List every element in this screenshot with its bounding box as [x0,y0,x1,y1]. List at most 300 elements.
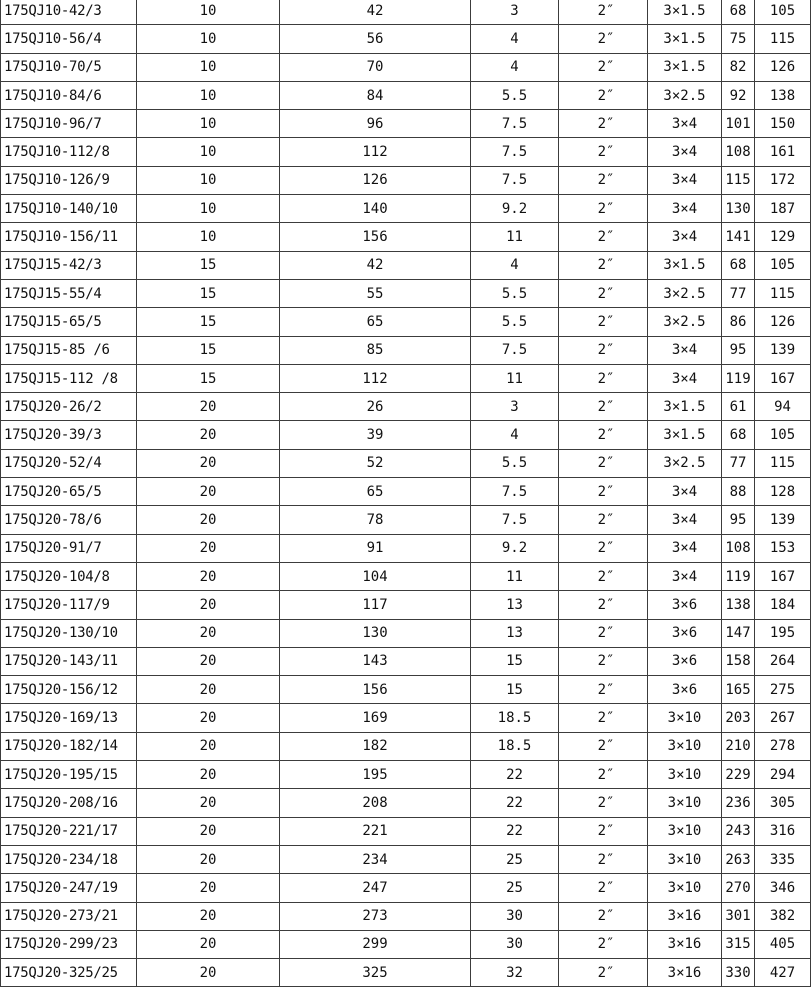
table-row [1,251,811,279]
table-row [1,393,811,421]
table-row [1,25,811,53]
model-cell: 175QJ20-247/19 [1,874,137,902]
weight-cell: 158 [722,647,755,675]
power-cell: 25 [471,845,559,873]
height-cell: 115 [755,279,811,307]
power-cell: 7.5 [471,506,559,534]
outlet-diameter-cell: 2″ [559,534,648,562]
table-row [1,874,811,902]
power-cell: 22 [471,761,559,789]
power-cell: 15 [471,647,559,675]
cable-cell: 3×4 [648,562,722,590]
height-cell: 382 [755,902,811,930]
power-cell: 7.5 [471,110,559,138]
outlet-diameter-cell: 2″ [559,0,648,25]
height-cell: 172 [755,166,811,194]
cable-cell: 3×1.5 [648,53,722,81]
cable-cell: 3×6 [648,647,722,675]
outlet-diameter-cell: 2″ [559,761,648,789]
head-cell: 52 [280,449,471,477]
model-cell: 175QJ10-126/9 [1,166,137,194]
cable-cell: 3×2.5 [648,279,722,307]
model-cell: 175QJ15-55/4 [1,279,137,307]
height-cell: 305 [755,789,811,817]
cable-cell: 3×6 [648,591,722,619]
table-row [1,53,811,81]
flow-cell: 20 [137,619,280,647]
height-cell: 139 [755,506,811,534]
weight-cell: 108 [722,534,755,562]
weight-cell: 203 [722,704,755,732]
table-row [1,421,811,449]
flow-cell: 20 [137,676,280,704]
cable-cell: 3×16 [648,959,722,987]
head-cell: 78 [280,506,471,534]
outlet-diameter-cell: 2″ [559,959,648,987]
height-cell: 115 [755,25,811,53]
power-cell: 3 [471,0,559,25]
head-cell: 325 [280,959,471,987]
head-cell: 126 [280,166,471,194]
height-cell: 278 [755,732,811,760]
table-row [1,308,811,336]
table-row [1,336,811,364]
outlet-diameter-cell: 2″ [559,53,648,81]
height-cell: 105 [755,251,811,279]
power-cell: 11 [471,364,559,392]
outlet-diameter-cell: 2″ [559,393,648,421]
outlet-diameter-cell: 2″ [559,308,648,336]
head-cell: 208 [280,789,471,817]
head-cell: 56 [280,25,471,53]
cable-cell: 3×4 [648,110,722,138]
weight-cell: 88 [722,478,755,506]
height-cell: 126 [755,308,811,336]
cable-cell: 3×1.5 [648,25,722,53]
model-cell: 175QJ20-325/25 [1,959,137,987]
power-cell: 13 [471,619,559,647]
flow-cell: 20 [137,591,280,619]
model-cell: 175QJ20-156/12 [1,676,137,704]
weight-cell: 263 [722,845,755,873]
weight-cell: 101 [722,110,755,138]
table-row [1,704,811,732]
outlet-diameter-cell: 2″ [559,704,648,732]
cable-cell: 3×4 [648,195,722,223]
cable-cell: 3×6 [648,676,722,704]
power-cell: 22 [471,817,559,845]
model-cell: 175QJ10-84/6 [1,81,137,109]
weight-cell: 68 [722,251,755,279]
head-cell: 143 [280,647,471,675]
table-row [1,0,811,25]
flow-cell: 15 [137,251,280,279]
table-row [1,619,811,647]
model-cell: 175QJ10-56/4 [1,25,137,53]
height-cell: 184 [755,591,811,619]
flow-cell: 10 [137,0,280,25]
cable-cell: 3×1.5 [648,421,722,449]
table-body [1,0,811,987]
head-cell: 117 [280,591,471,619]
height-cell: 264 [755,647,811,675]
weight-cell: 165 [722,676,755,704]
head-cell: 84 [280,81,471,109]
table-row [1,506,811,534]
weight-cell: 61 [722,393,755,421]
outlet-diameter-cell: 2″ [559,421,648,449]
head-cell: 104 [280,562,471,590]
flow-cell: 20 [137,534,280,562]
outlet-diameter-cell: 2″ [559,902,648,930]
head-cell: 65 [280,308,471,336]
height-cell: 161 [755,138,811,166]
table-row [1,817,811,845]
model-cell: 175QJ20-234/18 [1,845,137,873]
weight-cell: 138 [722,591,755,619]
height-cell: 167 [755,364,811,392]
flow-cell: 20 [137,874,280,902]
head-cell: 91 [280,534,471,562]
head-cell: 65 [280,478,471,506]
table-row [1,761,811,789]
model-cell: 175QJ20-195/15 [1,761,137,789]
weight-cell: 130 [722,195,755,223]
cable-cell: 3×4 [648,336,722,364]
cable-cell: 3×1.5 [648,251,722,279]
cable-cell: 3×10 [648,874,722,902]
head-cell: 169 [280,704,471,732]
height-cell: 126 [755,53,811,81]
flow-cell: 10 [137,81,280,109]
cable-cell: 3×2.5 [648,81,722,109]
cable-cell: 3×4 [648,506,722,534]
power-cell: 4 [471,25,559,53]
outlet-diameter-cell: 2″ [559,166,648,194]
outlet-diameter-cell: 2″ [559,336,648,364]
cable-cell: 3×16 [648,902,722,930]
weight-cell: 243 [722,817,755,845]
power-cell: 5.5 [471,81,559,109]
height-cell: 195 [755,619,811,647]
head-cell: 42 [280,0,471,25]
weight-cell: 229 [722,761,755,789]
model-cell: 175QJ10-112/8 [1,138,137,166]
outlet-diameter-cell: 2″ [559,930,648,958]
flow-cell: 20 [137,478,280,506]
head-cell: 112 [280,138,471,166]
weight-cell: 82 [722,53,755,81]
head-cell: 156 [280,223,471,251]
height-cell: 115 [755,449,811,477]
table-row [1,81,811,109]
height-cell: 105 [755,421,811,449]
model-cell: 175QJ20-208/16 [1,789,137,817]
flow-cell: 20 [137,789,280,817]
power-cell: 9.2 [471,534,559,562]
cable-cell: 3×10 [648,817,722,845]
head-cell: 299 [280,930,471,958]
outlet-diameter-cell: 2″ [559,506,648,534]
height-cell: 346 [755,874,811,902]
power-cell: 7.5 [471,336,559,364]
model-cell: 175QJ10-156/11 [1,223,137,251]
head-cell: 234 [280,845,471,873]
table-row [1,478,811,506]
flow-cell: 20 [137,704,280,732]
outlet-diameter-cell: 2″ [559,364,648,392]
outlet-diameter-cell: 2″ [559,25,648,53]
weight-cell: 92 [722,81,755,109]
head-cell: 130 [280,619,471,647]
head-cell: 221 [280,817,471,845]
table-row [1,110,811,138]
power-cell: 5.5 [471,308,559,336]
weight-cell: 77 [722,279,755,307]
outlet-diameter-cell: 2″ [559,647,648,675]
power-cell: 5.5 [471,279,559,307]
cable-cell: 3×4 [648,364,722,392]
cable-cell: 3×1.5 [648,393,722,421]
flow-cell: 20 [137,421,280,449]
model-cell: 175QJ20-273/21 [1,902,137,930]
cable-cell: 3×2.5 [648,449,722,477]
model-cell: 175QJ20-143/11 [1,647,137,675]
cable-cell: 3×10 [648,789,722,817]
height-cell: 129 [755,223,811,251]
cable-cell: 3×10 [648,704,722,732]
cable-cell: 3×1.5 [648,0,722,25]
weight-cell: 68 [722,0,755,25]
model-cell: 175QJ10-96/7 [1,110,137,138]
power-cell: 7.5 [471,138,559,166]
height-cell: 105 [755,0,811,25]
head-cell: 112 [280,364,471,392]
weight-cell: 95 [722,336,755,364]
power-cell: 4 [471,421,559,449]
cable-cell: 3×4 [648,478,722,506]
height-cell: 138 [755,81,811,109]
power-cell: 30 [471,930,559,958]
power-cell: 18.5 [471,704,559,732]
outlet-diameter-cell: 2″ [559,110,648,138]
model-cell: 175QJ20-91/7 [1,534,137,562]
flow-cell: 20 [137,845,280,873]
head-cell: 42 [280,251,471,279]
weight-cell: 119 [722,562,755,590]
power-cell: 13 [471,591,559,619]
weight-cell: 75 [722,25,755,53]
flow-cell: 10 [137,25,280,53]
height-cell: 128 [755,478,811,506]
flow-cell: 20 [137,902,280,930]
height-cell: 267 [755,704,811,732]
table-row [1,166,811,194]
flow-cell: 20 [137,647,280,675]
head-cell: 195 [280,761,471,789]
model-cell: 175QJ15-65/5 [1,308,137,336]
height-cell: 335 [755,845,811,873]
weight-cell: 210 [722,732,755,760]
power-cell: 4 [471,251,559,279]
power-cell: 15 [471,676,559,704]
model-cell: 175QJ20-104/8 [1,562,137,590]
power-cell: 5.5 [471,449,559,477]
outlet-diameter-cell: 2″ [559,591,648,619]
flow-cell: 20 [137,817,280,845]
flow-cell: 20 [137,959,280,987]
outlet-diameter-cell: 2″ [559,223,648,251]
outlet-diameter-cell: 2″ [559,789,648,817]
flow-cell: 20 [137,761,280,789]
table-row [1,138,811,166]
cable-cell: 3×4 [648,166,722,194]
outlet-diameter-cell: 2″ [559,478,648,506]
table-row [1,676,811,704]
cable-cell: 3×4 [648,534,722,562]
head-cell: 55 [280,279,471,307]
height-cell: 187 [755,195,811,223]
cable-cell: 3×6 [648,619,722,647]
weight-cell: 119 [722,364,755,392]
model-cell: 175QJ20-221/17 [1,817,137,845]
outlet-diameter-cell: 2″ [559,562,648,590]
model-cell: 175QJ10-70/5 [1,53,137,81]
table-row [1,279,811,307]
cable-cell: 3×10 [648,845,722,873]
head-cell: 156 [280,676,471,704]
flow-cell: 20 [137,506,280,534]
power-cell: 22 [471,789,559,817]
head-cell: 247 [280,874,471,902]
flow-cell: 20 [137,732,280,760]
flow-cell: 15 [137,308,280,336]
weight-cell: 95 [722,506,755,534]
power-cell: 11 [471,223,559,251]
flow-cell: 20 [137,393,280,421]
table-row [1,959,811,987]
head-cell: 85 [280,336,471,364]
height-cell: 405 [755,930,811,958]
table-row [1,789,811,817]
table-row [1,195,811,223]
weight-cell: 108 [722,138,755,166]
power-cell: 7.5 [471,478,559,506]
model-cell: 175QJ15-112 /8 [1,364,137,392]
flow-cell: 20 [137,930,280,958]
model-cell: 175QJ20-130/10 [1,619,137,647]
cable-cell: 3×2.5 [648,308,722,336]
head-cell: 273 [280,902,471,930]
height-cell: 294 [755,761,811,789]
head-cell: 70 [280,53,471,81]
height-cell: 275 [755,676,811,704]
model-cell: 175QJ15-42/3 [1,251,137,279]
power-cell: 25 [471,874,559,902]
model-cell: 175QJ10-42/3 [1,0,137,25]
table-row [1,845,811,873]
head-cell: 26 [280,393,471,421]
head-cell: 182 [280,732,471,760]
height-cell: 427 [755,959,811,987]
outlet-diameter-cell: 2″ [559,449,648,477]
table-row [1,449,811,477]
flow-cell: 15 [137,336,280,364]
head-cell: 96 [280,110,471,138]
flow-cell: 10 [137,166,280,194]
table-row [1,930,811,958]
flow-cell: 15 [137,279,280,307]
outlet-diameter-cell: 2″ [559,138,648,166]
head-cell: 140 [280,195,471,223]
power-cell: 30 [471,902,559,930]
height-cell: 153 [755,534,811,562]
weight-cell: 141 [722,223,755,251]
cable-cell: 3×10 [648,732,722,760]
outlet-diameter-cell: 2″ [559,817,648,845]
model-cell: 175QJ20-117/9 [1,591,137,619]
outlet-diameter-cell: 2″ [559,195,648,223]
outlet-diameter-cell: 2″ [559,732,648,760]
power-cell: 3 [471,393,559,421]
table-row [1,732,811,760]
height-cell: 94 [755,393,811,421]
flow-cell: 10 [137,223,280,251]
model-cell: 175QJ20-299/23 [1,930,137,958]
power-cell: 9.2 [471,195,559,223]
weight-cell: 236 [722,789,755,817]
outlet-diameter-cell: 2″ [559,279,648,307]
weight-cell: 86 [722,308,755,336]
weight-cell: 115 [722,166,755,194]
flow-cell: 20 [137,449,280,477]
model-cell: 175QJ20-169/13 [1,704,137,732]
weight-cell: 77 [722,449,755,477]
model-cell: 175QJ20-78/6 [1,506,137,534]
power-cell: 18.5 [471,732,559,760]
weight-cell: 68 [722,421,755,449]
weight-cell: 270 [722,874,755,902]
height-cell: 316 [755,817,811,845]
model-cell: 175QJ20-52/4 [1,449,137,477]
weight-cell: 301 [722,902,755,930]
outlet-diameter-cell: 2″ [559,619,648,647]
height-cell: 139 [755,336,811,364]
height-cell: 150 [755,110,811,138]
table-row [1,902,811,930]
flow-cell: 10 [137,138,280,166]
outlet-diameter-cell: 2″ [559,81,648,109]
flow-cell: 15 [137,364,280,392]
weight-cell: 330 [722,959,755,987]
power-cell: 32 [471,959,559,987]
power-cell: 7.5 [471,166,559,194]
model-cell: 175QJ10-140/10 [1,195,137,223]
model-cell: 175QJ15-85 /6 [1,336,137,364]
cable-cell: 3×4 [648,138,722,166]
model-cell: 175QJ20-65/5 [1,478,137,506]
cable-cell: 3×10 [648,761,722,789]
outlet-diameter-cell: 2″ [559,874,648,902]
outlet-diameter-cell: 2″ [559,251,648,279]
outlet-diameter-cell: 2″ [559,845,648,873]
flow-cell: 10 [137,53,280,81]
table-row [1,364,811,392]
height-cell: 167 [755,562,811,590]
power-cell: 11 [471,562,559,590]
cable-cell: 3×4 [648,223,722,251]
weight-cell: 147 [722,619,755,647]
